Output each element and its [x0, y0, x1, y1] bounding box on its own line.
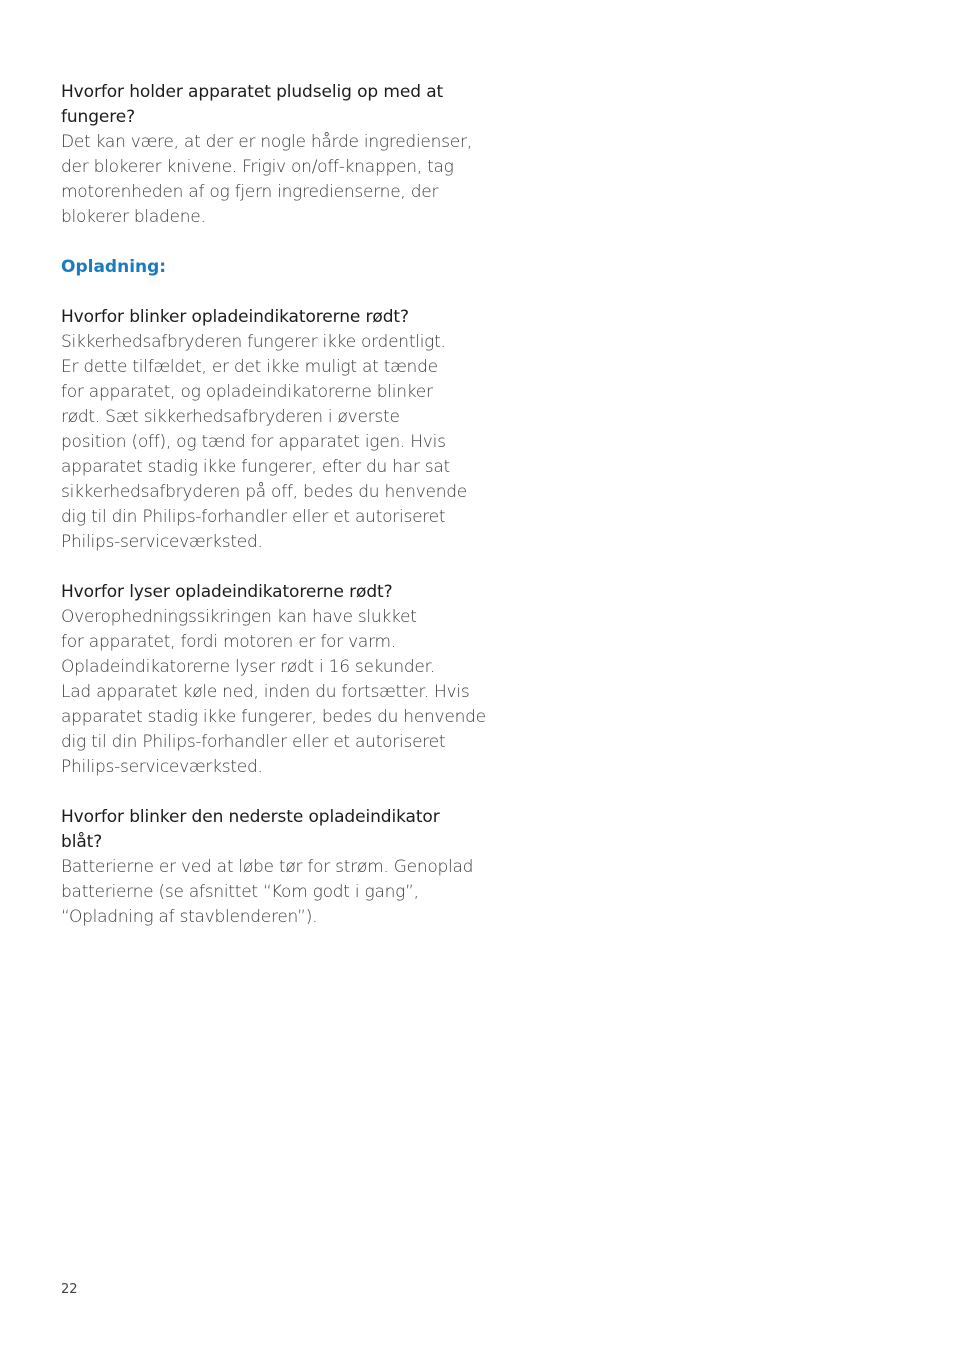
faq-question	[61, 805, 481, 855]
question-line: Hvorfor blinker opladeindikatorerne rødt?	[61, 307, 409, 327]
question-line: blåt?	[61, 832, 103, 852]
answer-line: Opladeindikatorerne lyser rødt i 16 sekunder.	[61, 657, 435, 677]
answer-line: dig til din Philips-forhandler eller et autoriseret	[61, 732, 446, 752]
answer-line: rødt. Sæt sikkerhedsafbryderen i øverste	[61, 407, 400, 427]
answer-line: Batterierne er ved at løbe tør for strøm. Genoplad	[61, 857, 474, 877]
answer-line: “Opladning af stavblenderen”).	[61, 907, 318, 927]
faq-item	[61, 805, 481, 930]
question-line: fungere?	[61, 107, 136, 127]
answer-line: Philips-serviceværksted.	[61, 757, 263, 777]
question-line: Hvorfor blinker den nederste opladeindikator	[61, 807, 440, 827]
answer-line: position (off), og tænd for apparatet igen. Hvis	[61, 432, 446, 452]
section-heading: Opladning:	[61, 257, 167, 277]
answer-line: sikkerhedsafbryderen på off, bedes du henvende	[61, 482, 468, 502]
answer-line: batterierne (se afsnittet “Kom godt i gang”,	[61, 882, 419, 902]
answer-line: dig til din Philips-forhandler eller et autoriseret	[61, 507, 446, 527]
answer-line: blokerer bladene.	[61, 207, 206, 227]
answer-line: apparatet stadig ikke fungerer, efter du har sat	[61, 457, 450, 477]
faq-item	[61, 580, 486, 780]
answer-line: apparatet stadig ikke fungerer, bedes du henvende	[61, 707, 486, 727]
faq-item	[61, 305, 481, 555]
page-number: 22	[61, 1282, 78, 1297]
answer-line: Lad apparatet køle ned, inden du fortsætter. Hvis	[61, 682, 470, 702]
page-content	[61, 80, 486, 955]
answer-line: Overophedningssikringen kan have slukket	[61, 607, 417, 627]
faq-item	[61, 80, 481, 230]
faq-answer	[61, 130, 481, 230]
faq-question	[61, 305, 481, 330]
answer-line: for apparatet, og opladeindikatorerne blinker	[61, 382, 433, 402]
answer-line: for apparatet, fordi motoren er for varm.	[61, 632, 396, 652]
faq-answer	[61, 605, 486, 780]
answer-line: der blokerer knivene. Frigiv on/off-knappen, tag	[61, 157, 454, 177]
answer-line: Er dette tilfældet, er det ikke muligt at tænde	[61, 357, 438, 377]
answer-line: motorenheden af og fjern ingredienserne, der	[61, 182, 439, 202]
faq-answer	[61, 855, 481, 930]
answer-line: Sikkerhedsafbryderen fungerer ikke ordentligt.	[61, 332, 446, 352]
answer-line: Det kan være, at der er nogle hårde ingredienser,	[61, 132, 472, 152]
faq-question	[61, 80, 481, 130]
faq-question	[61, 580, 481, 605]
faq-answer	[61, 330, 481, 555]
answer-line: Philips-serviceværksted.	[61, 532, 263, 552]
question-line: Hvorfor lyser opladeindikatorerne rødt?	[61, 582, 393, 602]
question-line: Hvorfor holder apparatet pludselig op med at	[61, 82, 444, 102]
